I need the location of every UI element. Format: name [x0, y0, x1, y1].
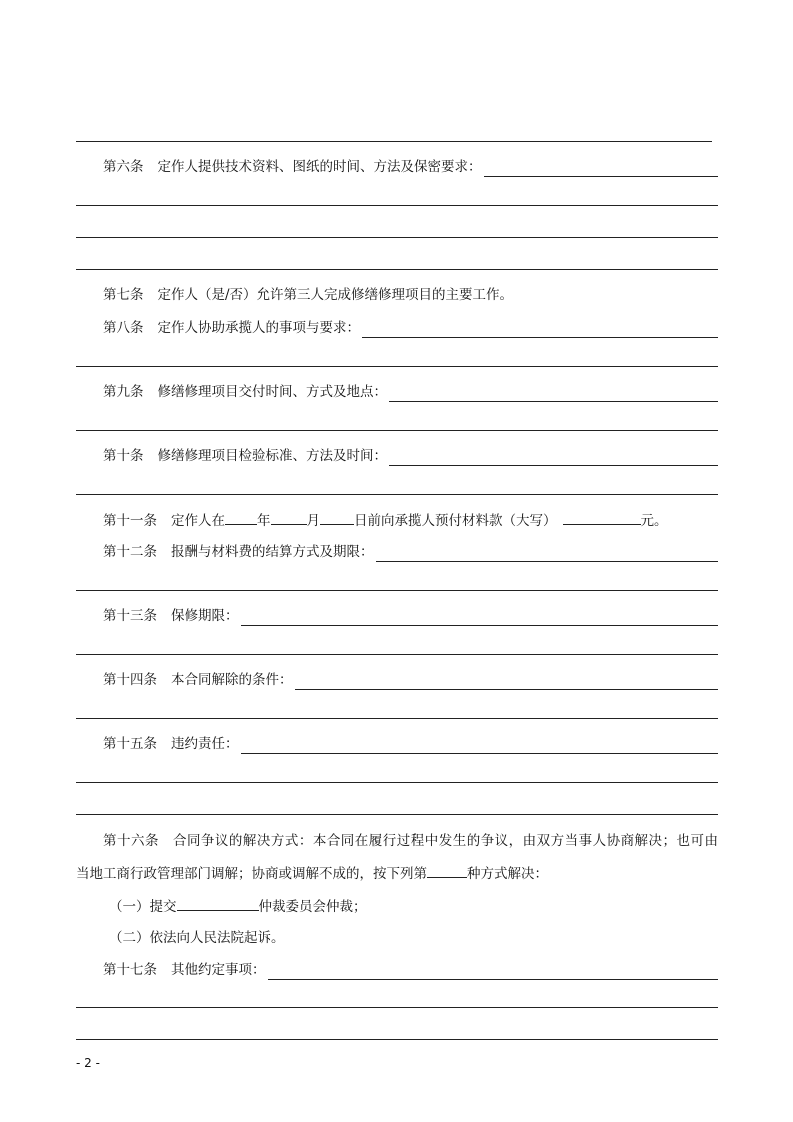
article-text: 日前向承揽人预付材料款（大写）: [354, 513, 557, 529]
blank-line: [76, 269, 718, 270]
option-text: （二）依法向人民法院起诉。: [109, 930, 285, 946]
article-13: [76, 606, 718, 626]
article-15: [76, 734, 718, 754]
article-text: 其他约定事项：: [171, 962, 266, 978]
article-number: 第十一条: [103, 513, 157, 529]
amount-blank[interactable]: [563, 510, 641, 525]
article-number: 第十三条: [103, 608, 157, 624]
fill-in-blank[interactable]: [484, 162, 719, 177]
article-text: 合同争议的解决方式：本合同在履行过程中发生的争议，由双方当事人协商解决；也可由: [172, 833, 718, 849]
article-16-line-1: [76, 831, 718, 851]
article-text: 保修期限：: [171, 608, 239, 624]
article-12: [76, 542, 718, 562]
fill-in-blank[interactable]: [241, 739, 719, 754]
blank-line: [76, 718, 718, 719]
article-text: 定作人在: [171, 513, 225, 529]
article-number: 第六条: [103, 159, 144, 175]
month-blank[interactable]: [271, 510, 307, 525]
article-text: 报酬与材料费的结算方式及期限：: [171, 544, 374, 560]
article-8: [76, 318, 718, 338]
article-number: 第十七条: [103, 962, 157, 978]
article-text: 定作人（是/否）允许第三人完成修缮修理项目的主要工作。: [157, 287, 514, 303]
article-text: 当地工商行政管理部门调解；协商或调解不成的，按下列第: [76, 866, 427, 882]
day-blank[interactable]: [320, 510, 354, 525]
article-14: [76, 670, 718, 690]
article-10: [76, 446, 718, 466]
article-number: 第九条: [103, 384, 144, 400]
article-11: [76, 510, 718, 530]
article-number: 第七条: [103, 287, 144, 303]
article-16-line-2: [76, 863, 718, 883]
blank-line: [76, 494, 718, 495]
article-number: 第八条: [103, 320, 144, 336]
fill-in-blank[interactable]: [389, 451, 718, 466]
article-9: [76, 382, 718, 402]
blank-line: [76, 782, 718, 783]
fill-in-blank[interactable]: [241, 611, 719, 626]
fill-in-blank[interactable]: [295, 675, 719, 690]
blank-line: [76, 237, 718, 238]
article-text: 本合同解除的条件：: [171, 672, 293, 688]
dispute-option-1: [76, 896, 718, 916]
option-number-blank[interactable]: [427, 863, 467, 878]
blank-line: [76, 430, 718, 431]
article-text: 种方式解决：: [467, 866, 548, 882]
article-text: 元。: [640, 513, 668, 529]
page-number: - 2 -: [76, 1056, 100, 1070]
article-text: 修缮修理项目交付时间、方式及地点：: [157, 384, 387, 400]
month-label: 月: [306, 513, 320, 529]
article-number: 第十四条: [103, 672, 157, 688]
blank-line: [76, 366, 718, 367]
dispute-option-2: [76, 928, 718, 948]
article-text: 修缮修理项目检验标准、方法及时间：: [157, 448, 387, 464]
fill-in-blank[interactable]: [376, 547, 719, 562]
fill-in-blank[interactable]: [268, 965, 719, 980]
year-label: 年: [257, 513, 271, 529]
article-7: [76, 285, 718, 305]
article-6: [76, 157, 718, 177]
blank-line: [76, 654, 718, 655]
article-number: 第十六条: [103, 833, 159, 849]
blank-line: [76, 205, 718, 206]
article-number: 第十二条: [103, 544, 157, 560]
blank-line: [76, 590, 718, 591]
article-text: 定作人提供技术资料、图纸的时间、方法及保密要求：: [157, 159, 482, 175]
option-text: （一）提交: [109, 899, 177, 915]
blank-line: [76, 814, 718, 815]
fill-in-blank[interactable]: [389, 387, 718, 402]
article-text: 定作人协助承揽人的事项与要求：: [157, 320, 360, 336]
article-text: 违约责任：: [171, 736, 239, 752]
blank-line: [76, 1039, 718, 1040]
arbitration-blank[interactable]: [177, 896, 259, 911]
option-text: 仲裁委员会仲裁；: [258, 899, 367, 915]
blank-line: [76, 141, 712, 142]
article-number: 第十五条: [103, 736, 157, 752]
blank-line: [76, 1007, 718, 1008]
article-number: 第十条: [103, 448, 144, 464]
fill-in-blank[interactable]: [362, 323, 718, 338]
year-blank[interactable]: [225, 510, 257, 525]
article-17: [76, 960, 718, 980]
